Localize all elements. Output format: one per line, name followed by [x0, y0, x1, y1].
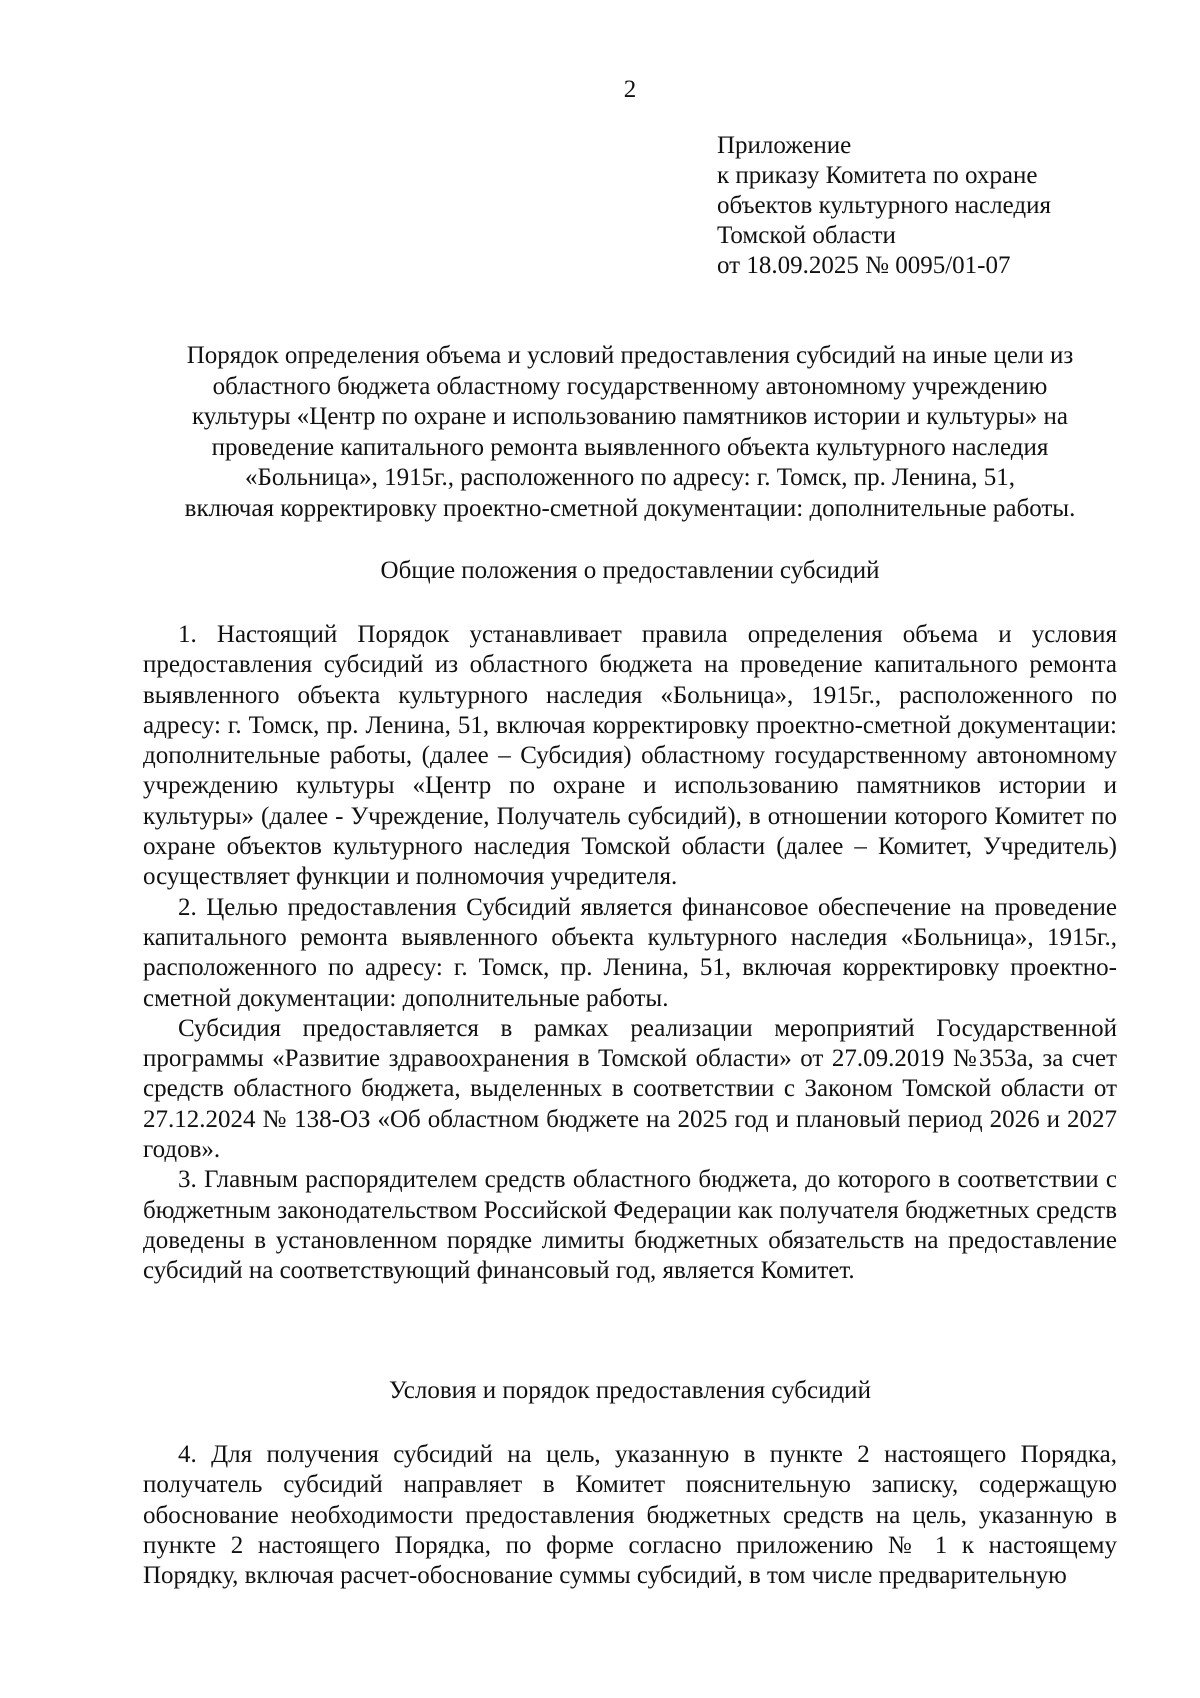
- paragraph-3: 3. Главным распорядителем средств областного бюджета, до которого в соответствии с бюджетным законодательством Российской Федерации как получателя бюджетных средств доведены в установленном порядке лимиты бюджетных обязательств на предоставление субсидий на соответствующий финансовый год, является Комитет.: [143, 1166, 1117, 1285]
- section-heading-general: Общие положения о предоставлении субсидий: [380, 557, 880, 584]
- document-title: [143, 341, 1117, 524]
- appendix-line: объектов культурного наследия: [717, 192, 1051, 219]
- paragraph-2: 2. Целью предоставления Субсидий является финансовое обеспечение на проведение капитального ремонта выявленного объекта культурного наследия «Больница», 1915г., расположенного по адресу: г. Томск, пр. Ленина, 51, включая корректировку проектно-сметной документации: дополнительные работы.: [143, 893, 1117, 1012]
- appendix-line: Приложение: [717, 132, 852, 159]
- title-line: областного бюджета областному государственному автономному учреждению: [212, 372, 1048, 400]
- page-number: 2: [623, 76, 637, 103]
- section-body-general: [143, 620, 1117, 1287]
- appendix-line: к приказу Комитета по охране: [717, 162, 1038, 189]
- section-body-conditions: [143, 1440, 1117, 1591]
- appendix-block: [717, 131, 1051, 281]
- title-line: проведение капитального ремонта выявленного объекта культурного наследия: [211, 433, 1049, 461]
- appendix-line: от 18.09.2025 № 0095/01-07: [717, 252, 1011, 279]
- appendix-line: Томской области: [717, 222, 896, 249]
- section-heading-conditions: Условия и порядок предоставления субсидий: [389, 1377, 871, 1404]
- title-line: Порядок определения объема и условий предоставления субсидий на иные цели из: [186, 342, 1074, 369]
- title-line: «Больница», 1915г., расположенного по адресу: г. Томск, пр. Ленина, 51,: [244, 464, 1016, 491]
- title-line: культуры «Центр по охране и использованию памятников истории и культуры» на: [192, 403, 1068, 430]
- paragraph-2-continued: Субсидия предоставляется в рамках реализации мероприятий Государственной программы «Развитие здравоохранения в Томской области» от 27.09.2019 №353а, за счет средств областного бюджета, выделенных в соответствии с Законом Томской области от 27.12.2024 № 138-ОЗ «Об областном бюджете на 2025 год и плановый период 2026 и 2027 годов».: [143, 1014, 1117, 1164]
- title-line: включая корректировку проектно-сметной документации: дополнительные работы.: [184, 494, 1076, 522]
- paragraph-1: 1. Настоящий Порядок устанавливает правила определения объема и условия предоставления субсидий из областного бюджета на проведение капитального ремонта выявленного объекта культурного наследия «Больница», 1915г., расположенного по адресу: г. Томск, пр. Ленина, 51, включая корректировку проектно-сметной документации: дополнительные работы, (далее – Субсидия) областному государственному автономному учреждению культуры «Центр по охране и использованию памятников истории и культуры» (далее - Учреждение, Получатель субсидий), в отношении которого Комитет по охране объектов культурного наследия Томской области (далее – Комитет, Учредитель) осуществляет функции и полномочия учредителя.: [143, 621, 1117, 891]
- paragraph-4: 4. Для получения субсидий на цель, указанную в пункте 2 настоящего Порядка, получатель субсидий направляет в Комитет пояснительную записку, содержащую обоснование необходимости предоставления бюджетных средств на цель, указанную в пункте 2 настоящего Порядка, по форме согласно приложению № 1 к настоящему Порядку, включая расчет-обоснование суммы субсидий, в том числе предварительную: [143, 1441, 1117, 1590]
